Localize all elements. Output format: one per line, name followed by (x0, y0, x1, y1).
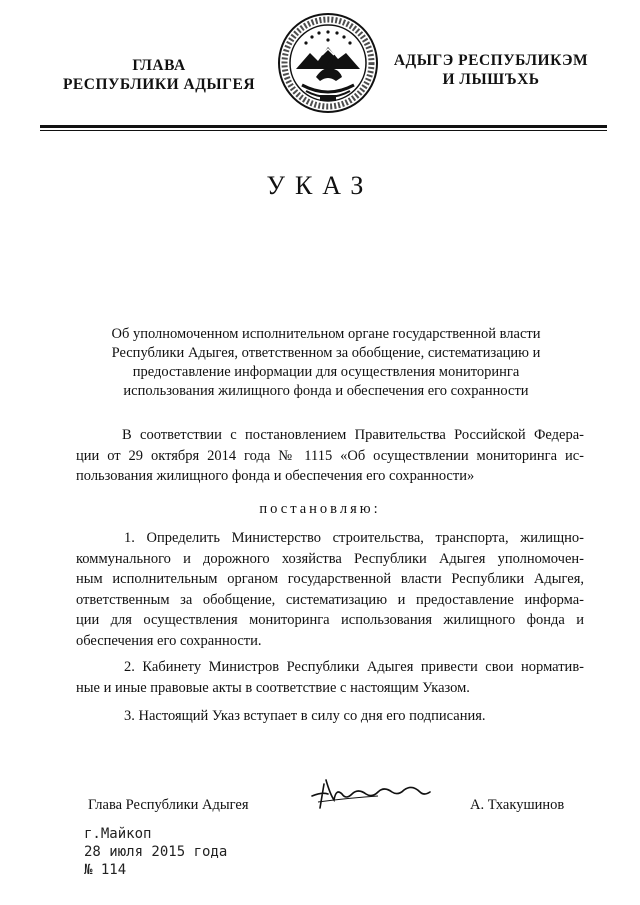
header-left-line2: РЕСПУБЛИКИ АДЫГЕЯ (62, 76, 256, 93)
issue-place: г.Майкоп (84, 826, 152, 842)
clause-line: коммунального и дорожного хозяйства Республики Адыгея уполномочен- (76, 550, 584, 567)
preamble-paragraph (76, 425, 584, 487)
document-title: УКАЗ (266, 171, 374, 200)
clause-line: ции для осуществления мониторинга использования жилищного фонда и (76, 612, 584, 629)
clause-line: 2. Кабинету Министров Республики Адыгея привести свои норматив- (124, 659, 584, 675)
header-left-authority (48, 56, 270, 94)
clause-line: ные и иные правовые акты в соответствие с настоящим Указом. (76, 679, 470, 696)
subject-line: предоставление информации для осуществления мониторинга (132, 364, 520, 380)
clause-line: ответственным за обобщение, систематизацию и предоставление информа- (76, 591, 584, 608)
coat-of-arms-emblem (276, 11, 380, 115)
header-divider-thin (40, 130, 607, 131)
subject-line: использования жилищного фонда и обеспечения его сохранности (123, 383, 529, 399)
signatory-name: А. Тхакушинов (470, 797, 565, 813)
clause-1 (76, 528, 584, 652)
header-right-line2: И ЛЫШЪХЬ (442, 71, 540, 88)
decree-number: № 114 (84, 862, 127, 878)
decree-subject (96, 325, 556, 401)
preamble-line: В соответствии с постановлением Правительства Российской Федера- (122, 427, 584, 443)
clause-line: обеспечения его сохранности. (76, 632, 262, 649)
preamble-line: ции от 29 октября 2014 года № 1115 «Об осуществлении мониторинга ис- (76, 447, 584, 464)
header-divider-thick (40, 125, 607, 128)
header-left-line1: ГЛАВА (132, 57, 186, 74)
header-right-line1: АДЫГЭ РЕСПУБЛИКЭМ (393, 52, 589, 69)
handwritten-signature (308, 774, 438, 814)
resolve-word: постановляю: (259, 501, 381, 517)
subject-line: Республики Адыгея, ответственном за обобщение, систематизацию и (111, 345, 541, 361)
clause-line: ным исполнительным органом государственной власти Республики Адыгея, (76, 571, 584, 588)
issue-date: 28 июля 2015 года (84, 844, 228, 860)
signatory-position: Глава Республики Адыгея (88, 797, 249, 813)
clause-3: 3. Настоящий Указ вступает в силу со дня его подписания. (124, 708, 486, 724)
clause-2 (76, 657, 584, 698)
clause-line: 1. Определить Министерство строительства, транспорта, жилищно- (124, 530, 584, 546)
subject-line: Об уполномоченном исполнительном органе государственной власти (111, 326, 541, 342)
preamble-line: пользования жилищного фонда и обеспечения его сохранности» (76, 468, 475, 485)
header-right-authority (384, 51, 598, 89)
